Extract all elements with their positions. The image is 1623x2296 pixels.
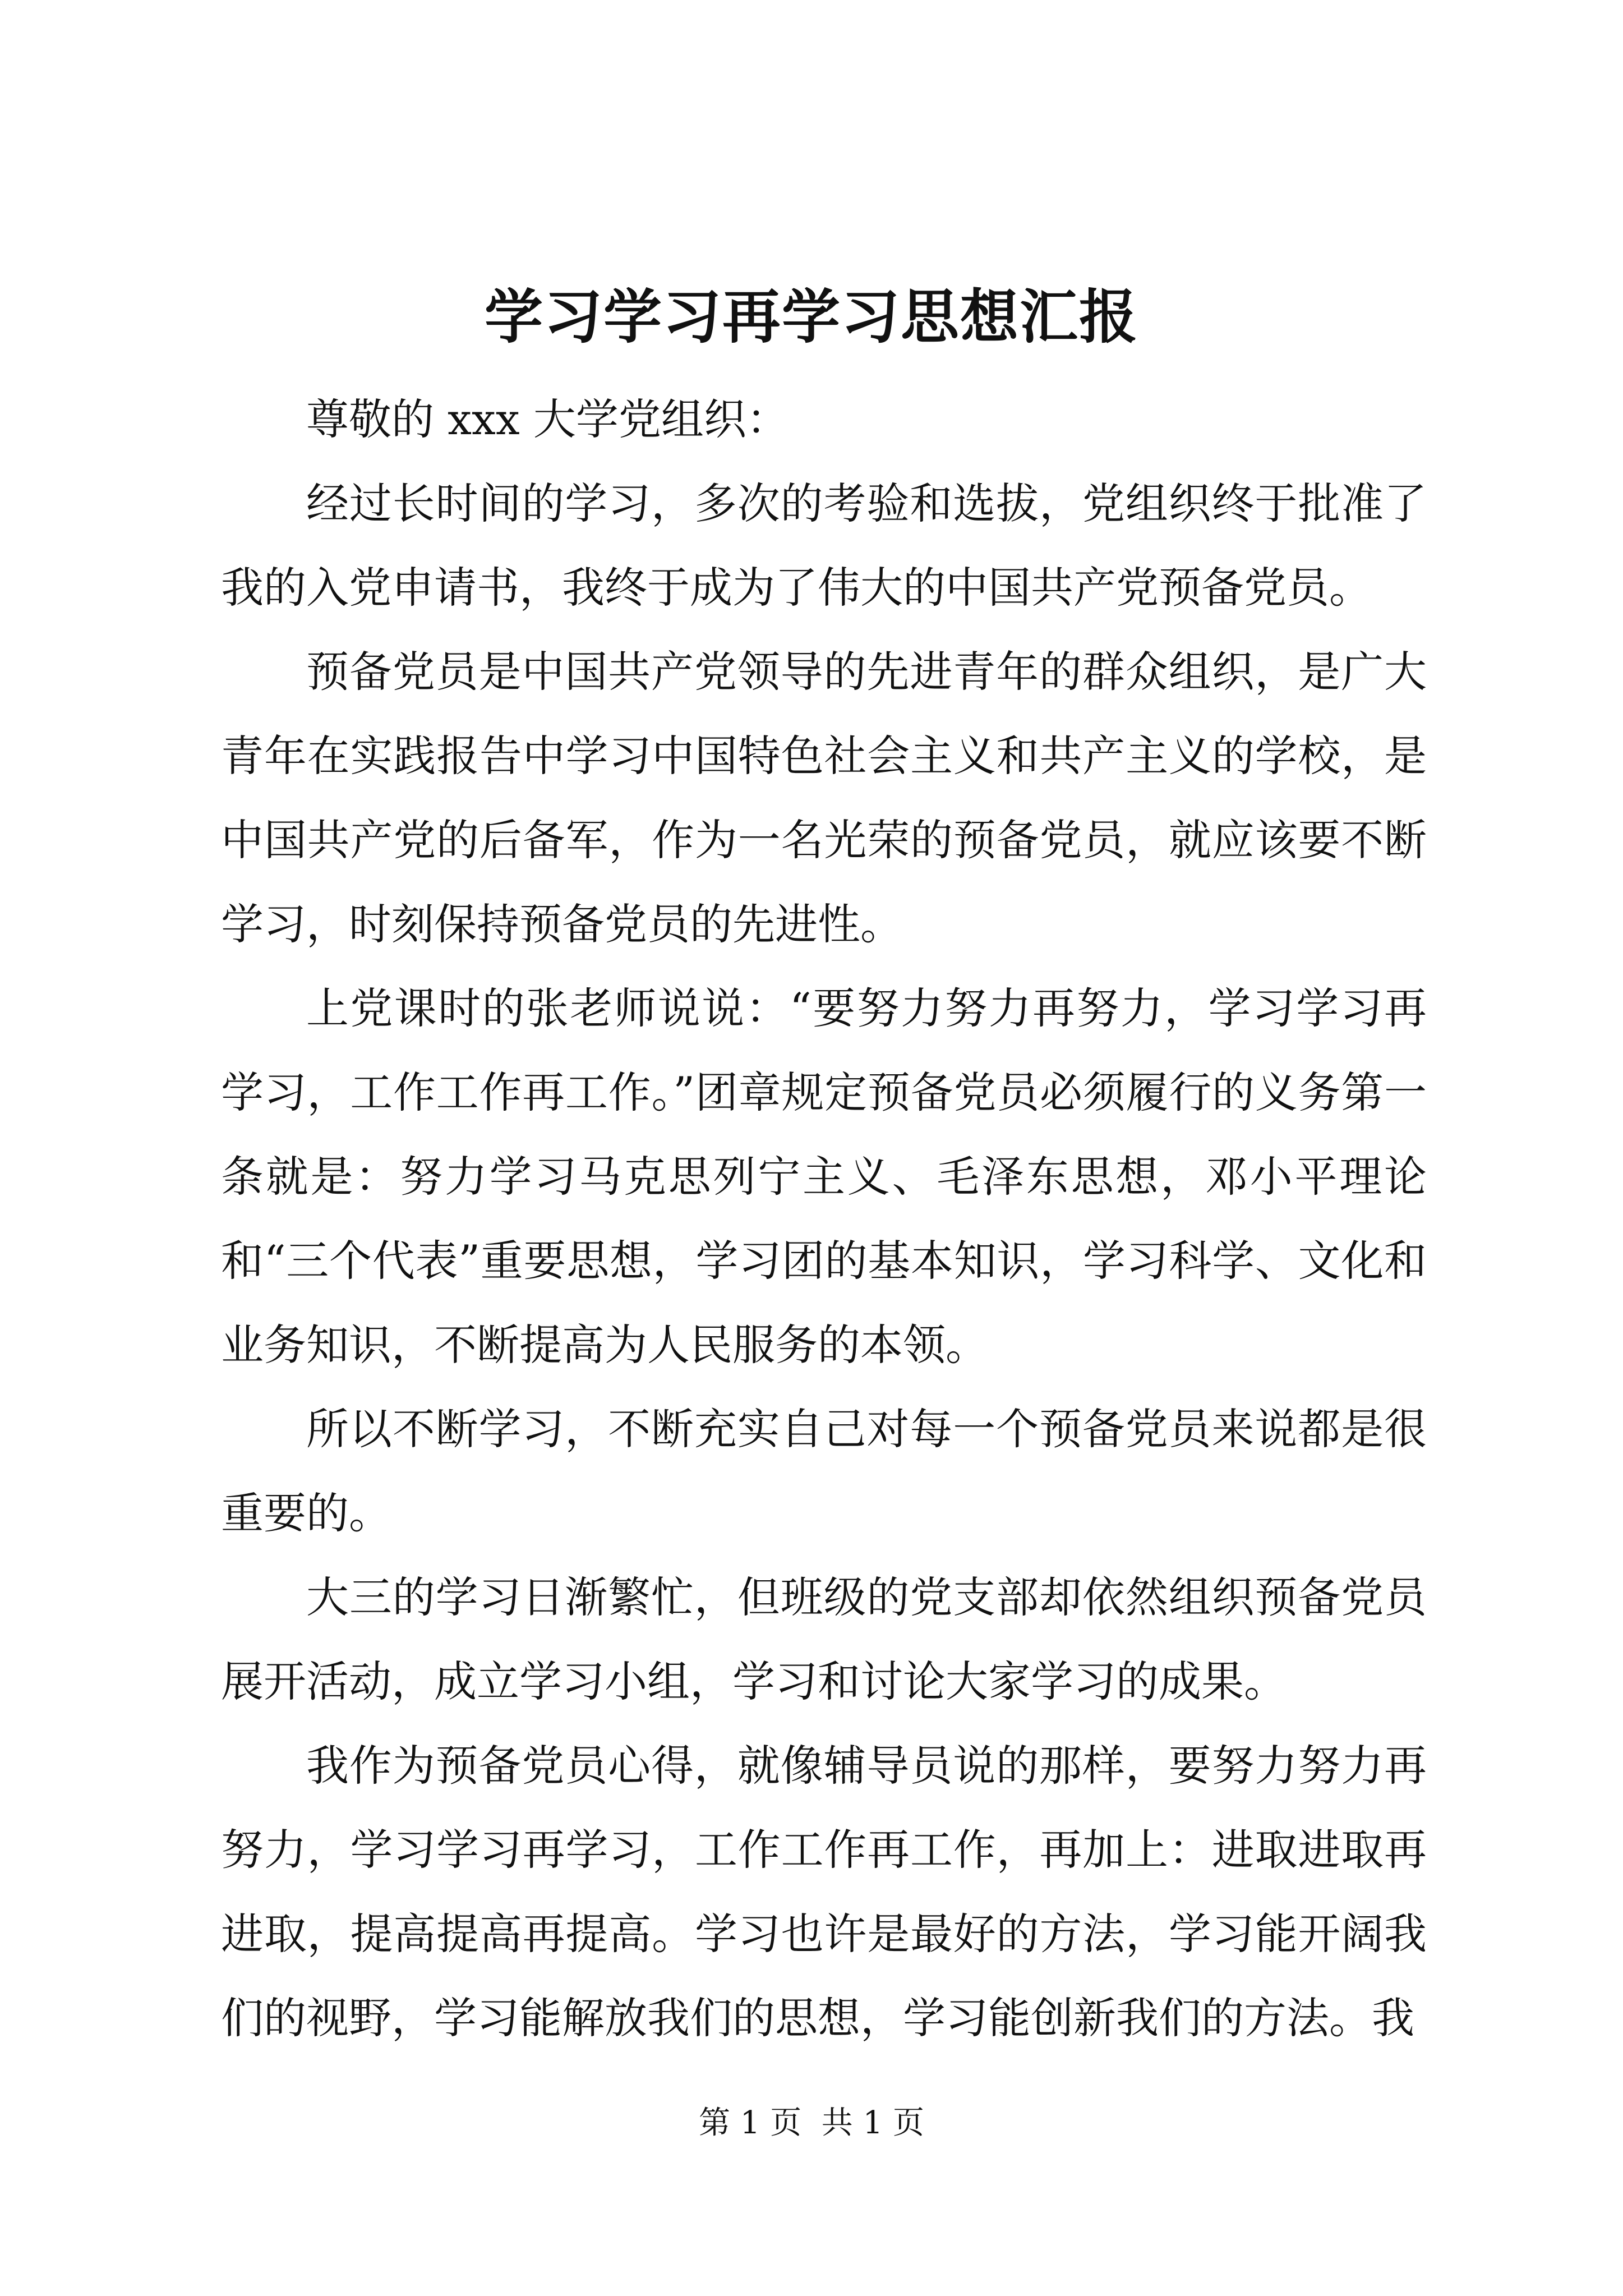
paragraph-4: 所以不断学习，不断充实自己对每一个预备党员来说都是很重要的。 <box>221 1404 1427 1538</box>
page-footer <box>0 2101 1623 2146</box>
document-body <box>221 378 1427 2060</box>
paragraph-5: 大三的学习日渐繁忙，但班级的党支部却依然组织预备党员展开活动，成立学习小组，学习和讨论大家学习的成果。 <box>221 1572 1427 1706</box>
paragraph-6: 我作为预备党员心得，就像辅导员说的那样，要努力努力再努力，学习学习再学习，工作工作再工作，再加上：进取进取再进取，提高提高再提高。学习也许是最好的方法，学习能开阔我们的视野，学习能解放我们的思想，学习能创新我们的方法。我 <box>221 1741 1427 2043</box>
paragraph-2: 预备党员是中国共产党领导的先进青年的群众组织，是广大青年在实践报告中学习中国特色社会主义和共产主义的学校，是中国共产党的后备军，作为一名光荣的预备党员，就应该要不断学习，时刻保持预备党员的先进性。 <box>221 647 1427 949</box>
paragraph-1: 经过长时间的学习，多次的考验和选拔，党组织终于批准了我的入党申请书，我终于成为了伟大的中国共产党预备党员。 <box>221 478 1427 613</box>
paragraph-3: 上党课时的张老师说说：“要努力努力再努力，学习学习再学习，工作工作再工作。”团章规定预备党员必须履行的义务第一条就是：努力学习马克思列宁主义、毛泽东思想，邓小平理论和“三个代表”重要思想，学习团的基本知识，学习科学、文化和业务知识，不断提高为人民服务的本领。 <box>221 983 1427 1370</box>
document-title: 学习学习再学习思想汇报 <box>484 282 1138 351</box>
salutation: 尊敬的 xxx 大学党组织： <box>306 394 789 444</box>
page-number-label: 第 1 页 共 1 页 <box>698 2105 925 2141</box>
